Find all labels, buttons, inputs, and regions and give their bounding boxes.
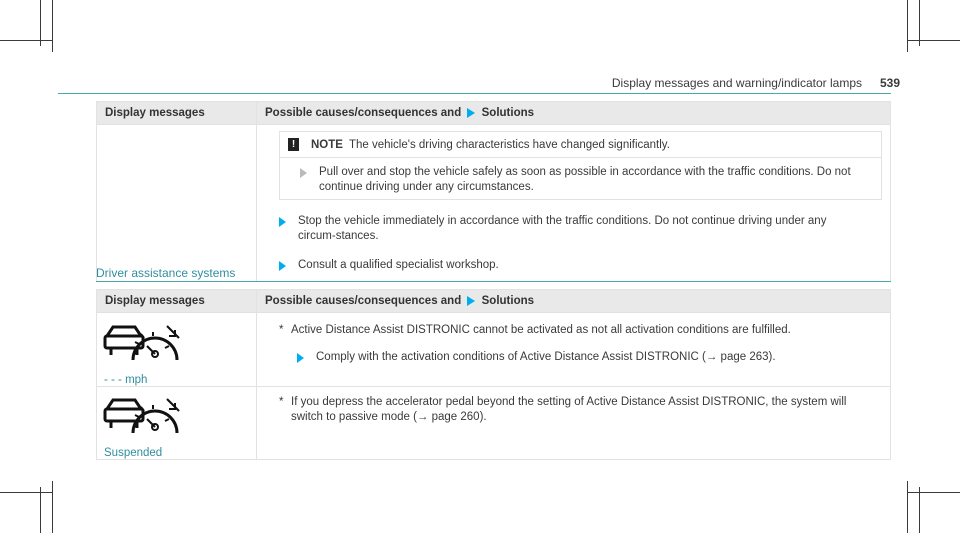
display-messages-table-bottom: [96, 289, 891, 460]
table-row: [97, 313, 891, 387]
table-row: [97, 125, 891, 282]
solution-step: [297, 350, 880, 365]
note-step-text: Pull over and stop the vehicle safely as soon as possible in accordance with the traffic conditions. Do not continue driving under any circumstances.: [319, 166, 851, 193]
crop-mark: [52, 0, 53, 52]
crop-mark: [52, 481, 53, 533]
distronic-icon: [103, 395, 183, 437]
note-step: [300, 165, 873, 195]
section-title: Driver assistance systems: [96, 266, 236, 280]
solution-cell: [257, 387, 891, 460]
crop-mark: [908, 40, 960, 41]
cause-item: [279, 323, 880, 338]
display-cell: [97, 387, 257, 460]
crop-mark: [907, 0, 908, 52]
step-arrow-icon: [279, 217, 286, 227]
display-messages-table-top: [96, 101, 891, 282]
note-text: The vehicle's driving characteristics have changed significantly.: [348, 138, 670, 151]
crop-mark: [919, 487, 920, 533]
col-header-causes: [257, 102, 891, 125]
col-header-causes: [257, 290, 891, 313]
warning-icon: !: [288, 138, 299, 151]
col-header-display-messages: Display messages: [97, 102, 257, 125]
display-cell-empty: [97, 125, 257, 282]
solution-step-text: Comply with the activation conditions of Active Distance Assist DISTRONIC (→ page 263).: [316, 351, 776, 363]
step-2-text: Consult a qualified specialist workshop.: [298, 259, 499, 271]
step-arrow-icon: [279, 261, 286, 271]
crop-mark: [908, 492, 960, 493]
cause-item: [279, 395, 880, 425]
col-header-solutions-text: Solutions: [481, 107, 535, 119]
step-1: [279, 214, 860, 244]
display-label-mph: - - - mph: [104, 374, 148, 386]
header-rule: [58, 93, 891, 94]
table-row: [97, 387, 891, 460]
table-header-row: [97, 290, 891, 313]
step-arrow-icon: [297, 353, 304, 363]
step-2: [279, 258, 860, 273]
running-header: Display messages and warning/indicator lamps: [611, 76, 862, 90]
col-header-causes-text: Possible causes/consequences and: [265, 107, 462, 119]
crop-mark: [0, 40, 52, 41]
bullet-star: *: [279, 324, 284, 336]
crop-mark: [0, 492, 52, 493]
note-label: NOTE: [311, 138, 343, 151]
arrow-right-icon: [467, 296, 475, 306]
step-arrow-icon: [300, 168, 307, 178]
display-label-suspended: Suspended: [104, 447, 163, 459]
arrow-right-icon: [467, 108, 475, 118]
step-1-text: Stop the vehicle immediately in accordance with the traffic conditions. Do not continue driving under any circum-stances.: [298, 215, 827, 242]
cause-text: Active Distance Assist DISTRONIC cannot be activated as not all activation conditions are fulfilled.: [291, 324, 791, 336]
cause-text: If you depress the accelerator pedal beyond the setting of Active Distance Assist DISTRONIC, the system will switch to passive mode (→ page 260).: [291, 396, 847, 423]
col-header-display-messages: Display messages: [97, 290, 257, 313]
solution-cell: [257, 125, 891, 282]
display-cell: [97, 313, 257, 387]
distronic-icon: [103, 322, 183, 364]
note-header: [280, 132, 881, 158]
solution-cell: [257, 313, 891, 387]
crop-mark: [907, 481, 908, 533]
note-box: [279, 131, 882, 200]
crop-mark: [40, 487, 41, 533]
bullet-star: *: [279, 396, 284, 408]
col-header-solutions-text: Solutions: [481, 295, 535, 307]
table-header-row: [97, 102, 891, 125]
col-header-causes-text: Possible causes/consequences and: [265, 295, 462, 307]
section-rule: [96, 281, 891, 282]
page-number: 539: [879, 76, 900, 90]
note-body: [280, 158, 881, 199]
